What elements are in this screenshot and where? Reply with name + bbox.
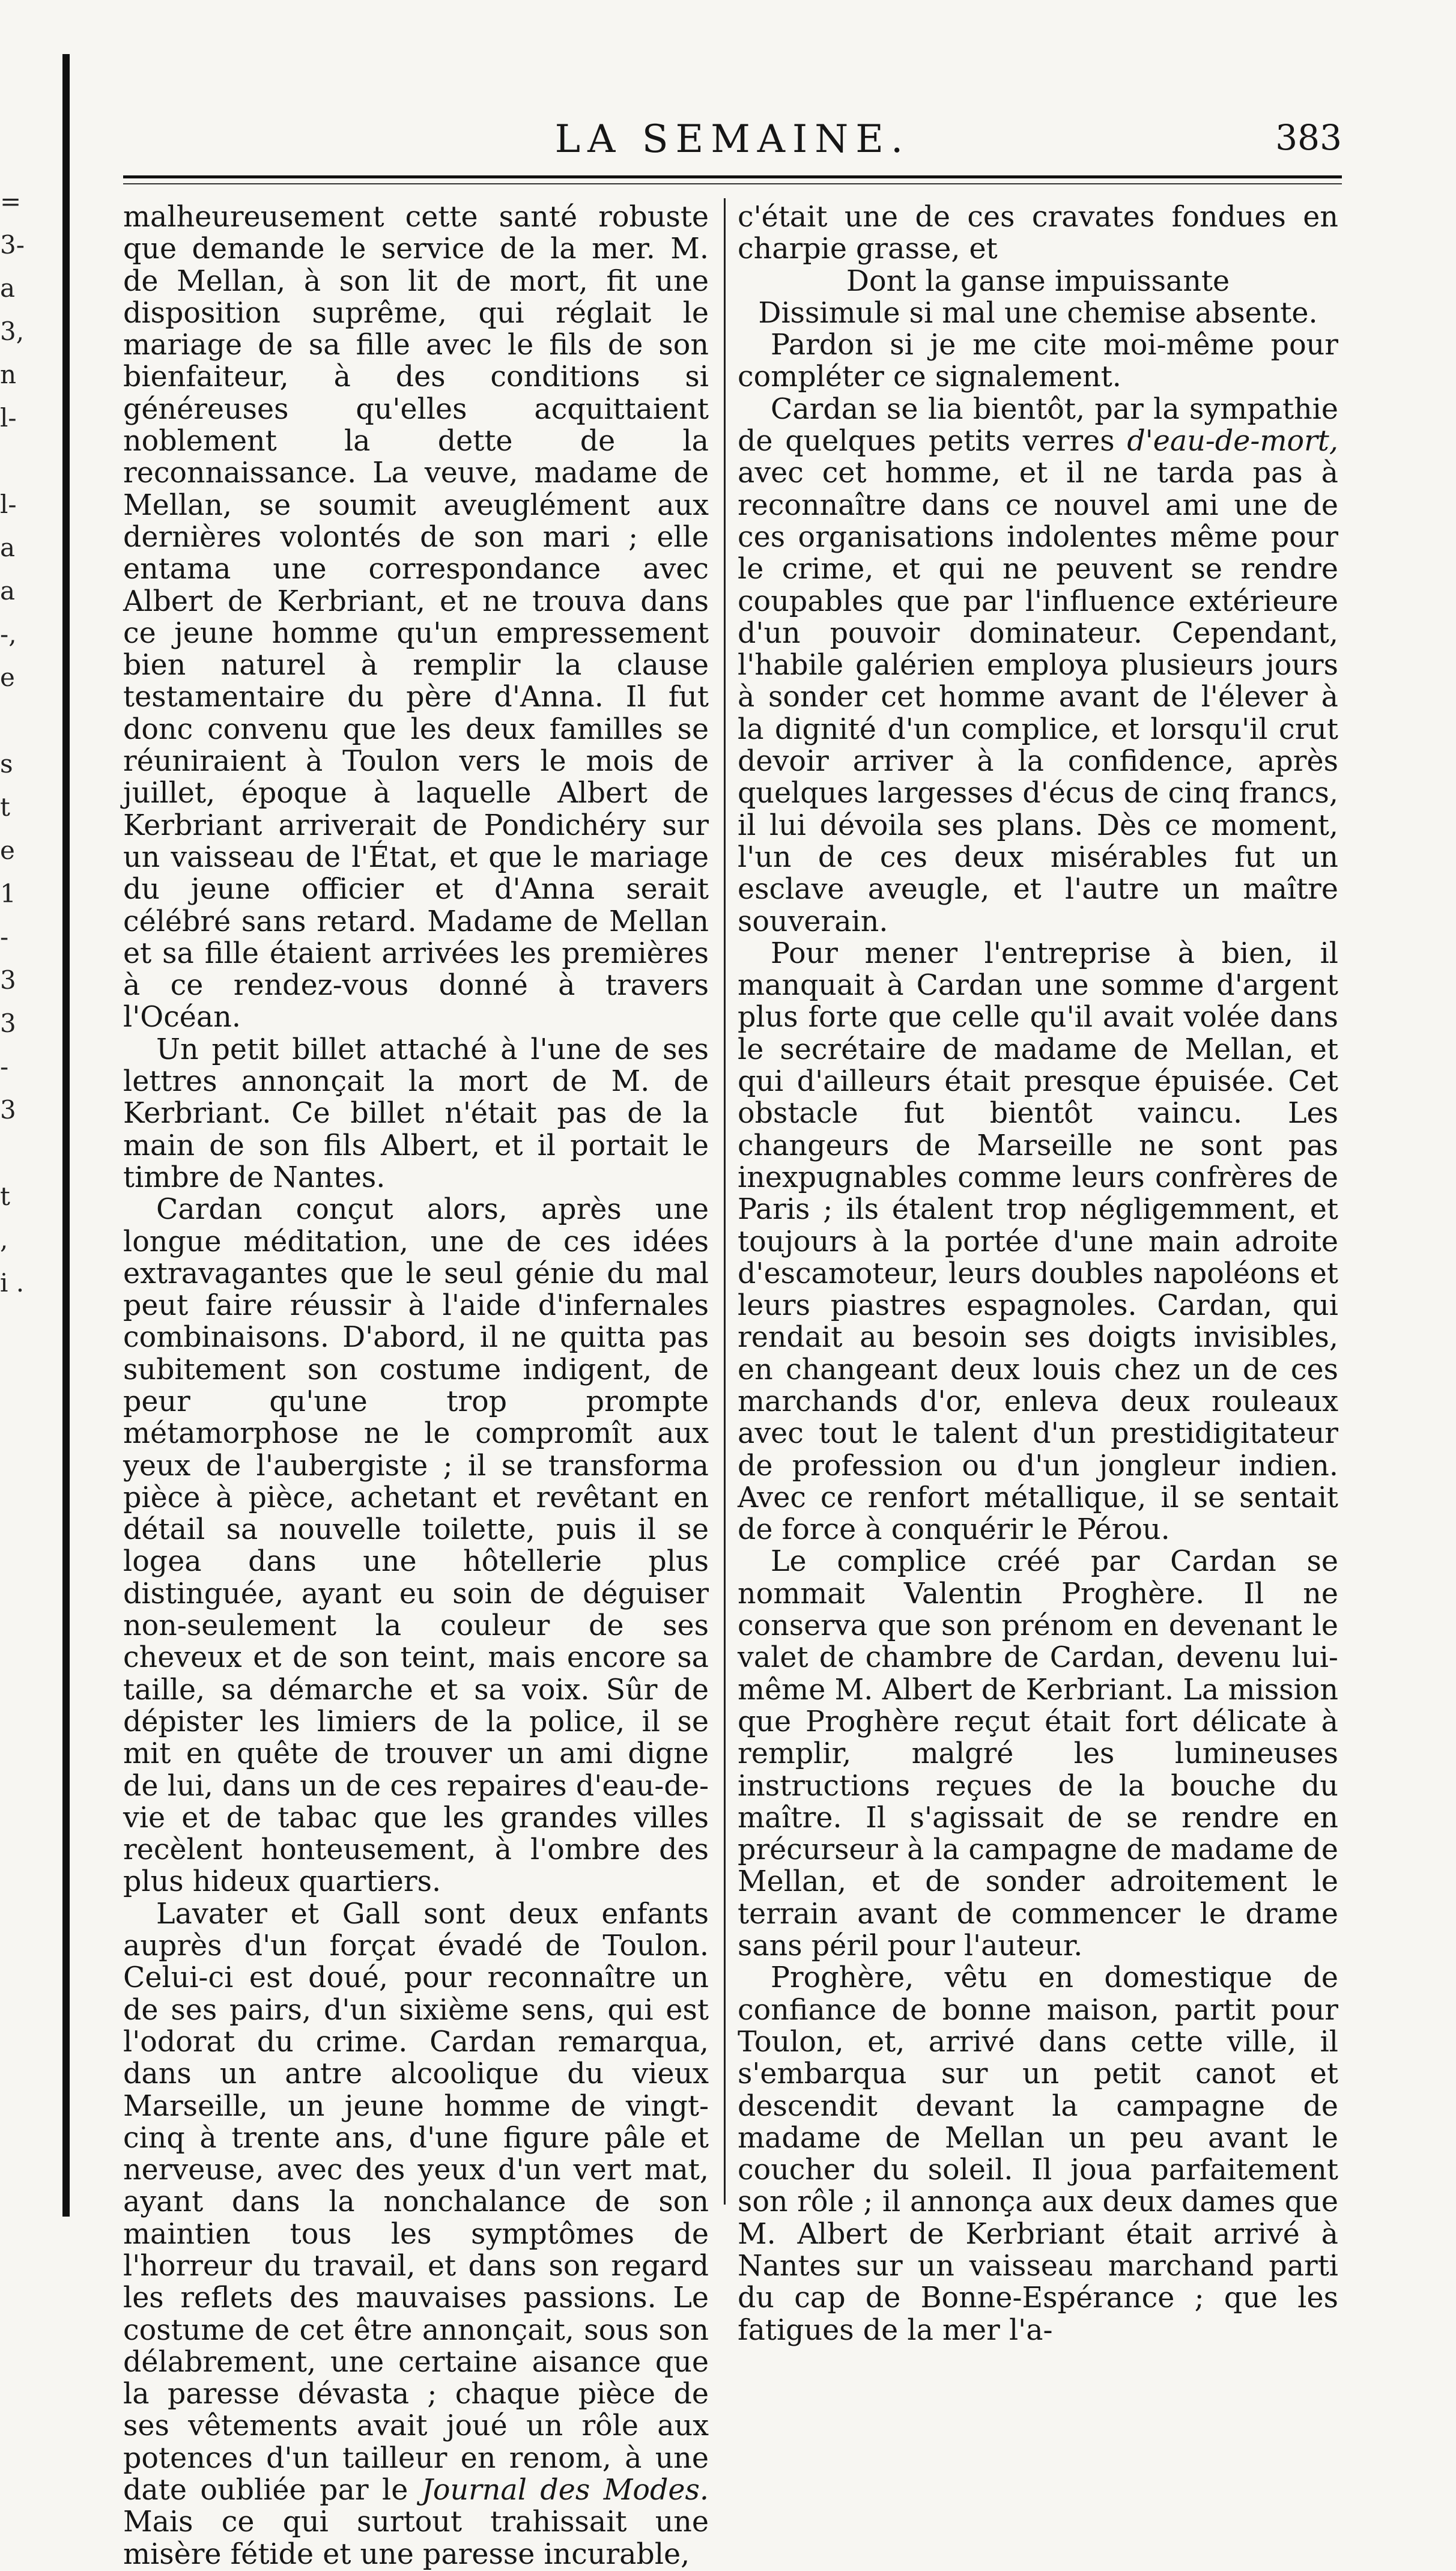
edge-fragment: = [0, 187, 22, 216]
edge-fragment [0, 440, 48, 483]
verse-quote [738, 266, 1338, 330]
italic-phrase: d'eau-de-mort, [1127, 425, 1338, 458]
running-title: LA SEMAINE. [554, 117, 911, 162]
paragraph: malheureusement cette santé robuste que demande le service de la mer. M. de Mellan, à son lit de mort, fit une disposition suprême, qui réglait le mariage de sa fille avec le fils de son bienfaiteur, à des conditions si généreuses qu'elles acquittaient noblement la dette de la reconnaissance. La veuve, madame de Mellan, se soumit aveuglément aux dernières volontés de son mari ; elle entama une correspondance avec Albert de Kerbriant, et ne trouva dans ce jeune homme qu'un empressement bien naturel à remplir la clause testamentaire du père d'Anna. Il fut donc convenu que les deux familles se réuniraient à Toulon vers le mois de juillet, époque à laquelle Albert de Kerbriant arriverait de Pondichéry sur un vaisseau de l'État, et que le mariage du jeune officier et d'Anna serait célébré sans retard. Madame de Mellan et sa fille étaient arrivées les premières à ce rendez-vous donné à travers l'Océan. [123, 201, 709, 1034]
page-number: 383 [1275, 117, 1342, 158]
paragraph: Pour mener l'entreprise à bien, il manquait à Cardan une somme d'argent plus forte que celle qu'il avait volée dans le secrétaire de madame de Mellan, et qui d'ailleurs était presque épuisée. Cet obstacle fut bientôt vaincu. Les changeurs de Marseille ne sont pas inexpugnables comme leurs confrères de Paris ; ils étalent trop négligemment, et toujours à la portée d'une main adroite d'escamoteur, leurs doubles napoléons et leurs piastres espagnoles. Cardan, qui rendait au besoin ses doigts invisibles, en changeant deux louis chez un de ces marchands d'or, enleva deux rouleaux avec tout le talent d'un prestidigitateur de profession ou d'un jongleur indien. Avec ce renfort métallique, il se sentait de force à conquérir le Pérou. [738, 936, 1338, 1547]
edge-fragment: l- [0, 490, 17, 519]
paragraph: Un petit billet attaché à l'une de ses lettres annonçait la mort de M. de Kerbriant. Ce billet n'était pas de la main de son fils Albert, et il portait le timbre de Nantes. [123, 1033, 709, 1194]
edge-fragment: - [0, 1052, 9, 1081]
edge-fragment: t [0, 792, 10, 822]
edge-fragment: a [0, 576, 16, 606]
edge-fragment: s [0, 749, 13, 779]
paragraph-text: avec cet homme, et il ne tarda pas à reconnaître dans ce nouvel ami une de ces organisations indolentes même pour le crime, et qui ne peuvent se rendre coupables que par l'influence extérieure d'un pouvoir dominateur. Cependant, l'habile galérien employa plusieurs jours à sonder cet homme avant de l'élever à la dignité d'un complice, et lorsqu'il crut devoir arriver à la confidence, après quelques largesses d'écus de cinq francs, il lui dévoila ses plans. Dès ce moment, l'un de ces deux misérables fut un esclave aveugle, et l'autre un maître souverain. [738, 457, 1338, 938]
edge-fragment: l- [0, 403, 17, 433]
column-divider [724, 198, 726, 2205]
paragraph: Cardan conçut alors, après une longue méditation, une de ces idées extravagantes que le seul génie du mal peut faire réussir à l'aide d'infernales combinaisons. D'abord, il ne quitta pas subitement son costume indigent, de peur qu'une trop prompte métamorphose ne le compromît aux yeux de l'aubergiste ; il se transforma pièce à pièce, achetant et revêtant en détail sa nouvelle toilette, puis il se logea dans une hôtellerie plus distinguée, ayant eu soin de déguiser non-seulement la couleur de ses cheveux et de son teint, mais encore sa taille, sa démarche et sa voix. Sûr de dépister les limiers de la police, il se mit en quête de trouver un ami digne de lui, dans un de ces repaires d'eau-de-vie et de tabac que les grandes villes recèlent honteusement, à l'ombre des plus hideux quartiers. [123, 1193, 709, 1899]
edge-fragment: 3 [0, 965, 16, 995]
paragraph-text: Lavater et Gall sont deux enfants auprès d'un forçat évadé de Toulon. Celui-ci est doué, pour reconnaître un de ses pairs, d'un sixième sens, qui est l'odorat du crime. Cardan remarqua, dans un antre alcoolique du vieux Marseille, un jeune homme de vingt-cinq à trente ans, d'une figure pâle et nerveuse, avec des yeux d'un vert mat, ayant dans la nonchalance de son maintien tous les symptômes de l'horreur du travail, et dans son regard les reflets des mauvaises passions. Le costume de cet être annonçait, sous son délabrement, une certaine aisance que la paresse dévasta ; chaque pièce de ses vêtements avait joué un rôle aux potences d'un tailleur en renom, à une date oubliée par le [123, 1897, 709, 2507]
edge-fragment: a [0, 533, 16, 562]
paragraph: Pardon si je me cite moi-même pour compléter ce signalement. [738, 329, 1338, 394]
header-rule-thin [123, 183, 1342, 184]
edge-fragment: 3- [0, 230, 25, 260]
running-header [123, 117, 1342, 165]
edge-fragment: 3, [0, 317, 25, 346]
edge-fragment: n [0, 360, 17, 389]
paragraph [123, 1898, 709, 2570]
edge-fragment: 3 [0, 1009, 16, 1038]
edge-fragment: t [0, 1182, 10, 1211]
header-rule [123, 175, 1342, 178]
edge-fragment: e [0, 836, 15, 865]
paragraph-text: Mais ce qui surtout trahissait une misère fétide et une paresse incurable, [123, 2506, 709, 2571]
verse-line: Dissimule si mal une chemise absente. [758, 296, 1318, 330]
edge-fragment: 1 [0, 879, 16, 908]
paragraph: c'était une de ces cravates fondues en charpie grasse, et [738, 201, 1338, 266]
edge-fragment: - [0, 922, 9, 952]
edge-fragment: e [0, 663, 15, 692]
edge-fragment: -, [0, 619, 17, 649]
edge-fragment: i . [0, 1268, 25, 1298]
verse-line: Dont la ganse impuissante [846, 264, 1230, 298]
edge-fragment: 3 [0, 1095, 16, 1125]
edge-fragment [0, 1132, 48, 1175]
paragraph-text: Cardan se lia bientôt, par la sympathie de quelques petits verres [738, 392, 1338, 458]
paragraph: Le complice créé par Cardan se nommait Valentin Proghère. Il ne conserva que son prénom en devenant le valet de chambre de Cardan, devenu lui-même M. Albert de Kerbriant. La mission que Proghère reçut était fort délicate à remplir, malgré les lumineuses instructions reçues de la bouche du maître. Il s'agissait de se rendre en précurseur à la campagne de madame de Mellan, et de sonder adroitement le terrain avant de commencer le drame sans péril pour l'auteur. [738, 1545, 1338, 1963]
edge-fragment: a [0, 273, 16, 303]
left-column [123, 201, 709, 2571]
paragraph [738, 393, 1338, 938]
edge-fragment [0, 699, 48, 742]
edge-fragment: , [0, 1225, 8, 1254]
journal-title: Journal des Modes. [421, 2474, 709, 2507]
adjacent-page-fragments [0, 180, 48, 1298]
right-column [738, 201, 1338, 2347]
paragraph: Proghère, vêtu en domestique de confiance de bonne maison, partit pour Toulon, et, arrivé dans cette ville, il s'embarqua sur un petit canot et descendit devant la campagne de madame de Mellan un peu avant le coucher du soleil. Il joua parfaitement son rôle ; il annonça aux deux dames que M. Albert de Kerbriant était arrivé à Nantes sur un vaisseau marchand parti du cap de Bonne-Espérance ; que les fatigues de la mer l'a- [738, 1961, 1338, 2347]
book-binding-edge [62, 54, 70, 2217]
